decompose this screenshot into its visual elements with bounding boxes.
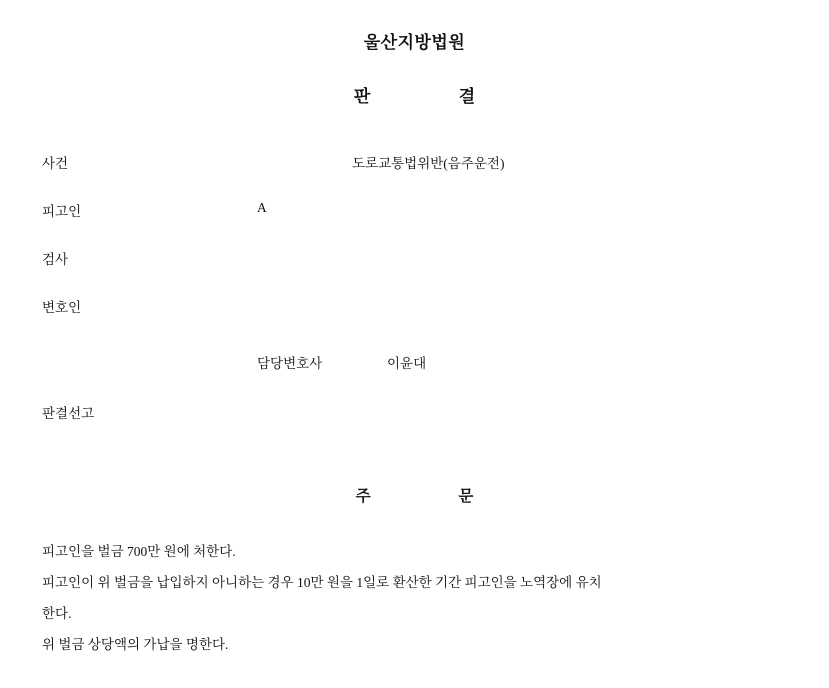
defense-counsel-label: 변호인	[42, 300, 82, 315]
prosecutor-label: 검사	[42, 252, 69, 267]
sentencing-date-label: 판결선고	[42, 406, 95, 421]
defendant-value: A	[257, 200, 267, 215]
meta-row-prosecutor	[42, 248, 802, 274]
meta-row-case	[42, 152, 802, 178]
case-label: 사건	[42, 156, 69, 171]
document-type-char-2: 결	[458, 87, 476, 106]
order-heading-char-1: 주	[355, 488, 371, 505]
order-section-heading	[0, 484, 829, 506]
document-type-heading	[0, 82, 829, 107]
order-body-text	[42, 536, 802, 660]
case-value: 도로교통법위반(음주운전)	[352, 156, 505, 171]
court-title: 울산지방법원	[363, 33, 466, 52]
assigned-counsel-line	[42, 352, 802, 374]
order-paragraph: 위 벌금 상당액의 가납을 명한다.	[42, 637, 229, 652]
order-heading-char-2: 문	[458, 488, 474, 505]
order-paragraph: 피고인을 벌금 700만 원에 처한다.	[42, 544, 236, 559]
assigned-counsel-role: 담당변호사	[257, 356, 323, 371]
document-type-char-1: 판	[353, 87, 371, 106]
meta-row-defense-counsel	[42, 296, 802, 322]
order-paragraph: 한다.	[42, 606, 72, 621]
assigned-counsel-name: 이윤대	[387, 356, 427, 371]
case-metadata-block	[42, 152, 802, 344]
defendant-label: 피고인	[42, 204, 82, 219]
order-paragraph: 피고인이 위 벌금을 납입하지 아니하는 경우 10만 원을 1일로 환산한 기간 피고인을 노역장에 유치	[42, 575, 602, 590]
meta-row-defendant	[42, 200, 802, 226]
